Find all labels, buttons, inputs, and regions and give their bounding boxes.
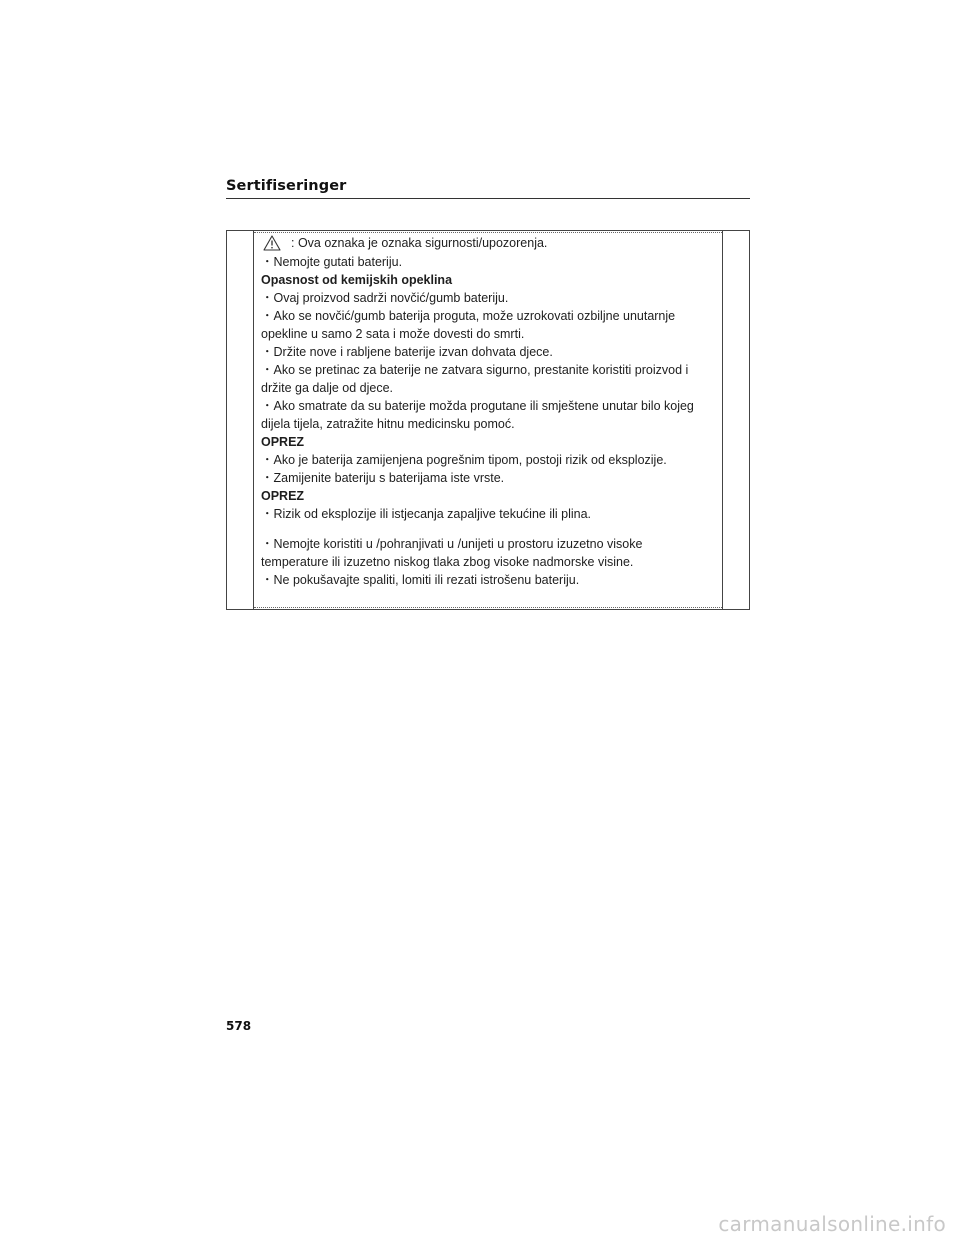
warning-line: opekline u samo 2 sata i može dovesti do smrti. [261, 327, 525, 341]
warning-heading: Opasnost od kemijskih opeklina [261, 273, 453, 287]
warning-line: ・Ako se pretinac za baterije ne zatvara sigurno, prestanite koristiti proizvod i [261, 363, 689, 377]
battery-warning-box [226, 230, 750, 610]
bottom-dotted-rule [254, 607, 722, 608]
warning-line: temperature ili izuzetno niskog tlaka zbog visoke nadmorske visine. [261, 555, 634, 569]
warning-line: držite ga dalje od djece. [261, 381, 394, 395]
warning-line: ・Nemojte koristiti u /pohranjivati u /unijeti u prostoru izuzetno visoke [261, 537, 643, 551]
warning-line: ・Držite nove i rabljene baterije izvan dohvata djece. [261, 345, 553, 359]
section-title: Sertifiseringer [226, 178, 347, 194]
right-margin-column [722, 231, 749, 609]
warning-triangle-icon [263, 235, 281, 251]
warning-line: ・Ovaj proizvod sadrži novčić/gumb bateriju. [261, 291, 509, 305]
warning-lines [261, 253, 711, 589]
warning-line: ・Ne pokušavajte spaliti, lomiti ili rezati istrošenu bateriju. [261, 573, 580, 587]
warning-line: ・Ako smatrate da su baterije možda progutane ili smještene unutar bilo kojeg [261, 399, 694, 413]
warning-line: ・Zamijenite bateriju s baterijama iste vrste. [261, 471, 505, 485]
warning-line: ・Ako je baterija zamijenjena pogrešnim tipom, postoji rizik od eksplozije. [261, 453, 667, 467]
watermark: carmanualsonline.info [718, 1212, 946, 1236]
symbol-legend [261, 233, 711, 253]
left-margin-column [227, 231, 254, 609]
warning-line: dijela tijela, zatražite hitnu medicinsku pomoć. [261, 417, 515, 431]
warning-heading: OPREZ [261, 489, 305, 503]
warning-line: ・Ako se novčić/gumb baterija proguta, može uzrokovati ozbiljne unutarnje [261, 309, 676, 323]
warning-line: ・Nemojte gutati bateriju. [261, 255, 403, 269]
warning-heading: OPREZ [261, 435, 305, 449]
symbol-legend-text: : Ova oznaka je oznaka sigurnosti/upozorenja. [291, 236, 548, 250]
page-number: 578 [226, 1019, 252, 1033]
warning-line: ・Rizik od eksplozije ili istjecanja zapaljive tekućine ili plina. [261, 507, 592, 521]
warning-content [261, 233, 711, 589]
header-divider [226, 198, 750, 199]
